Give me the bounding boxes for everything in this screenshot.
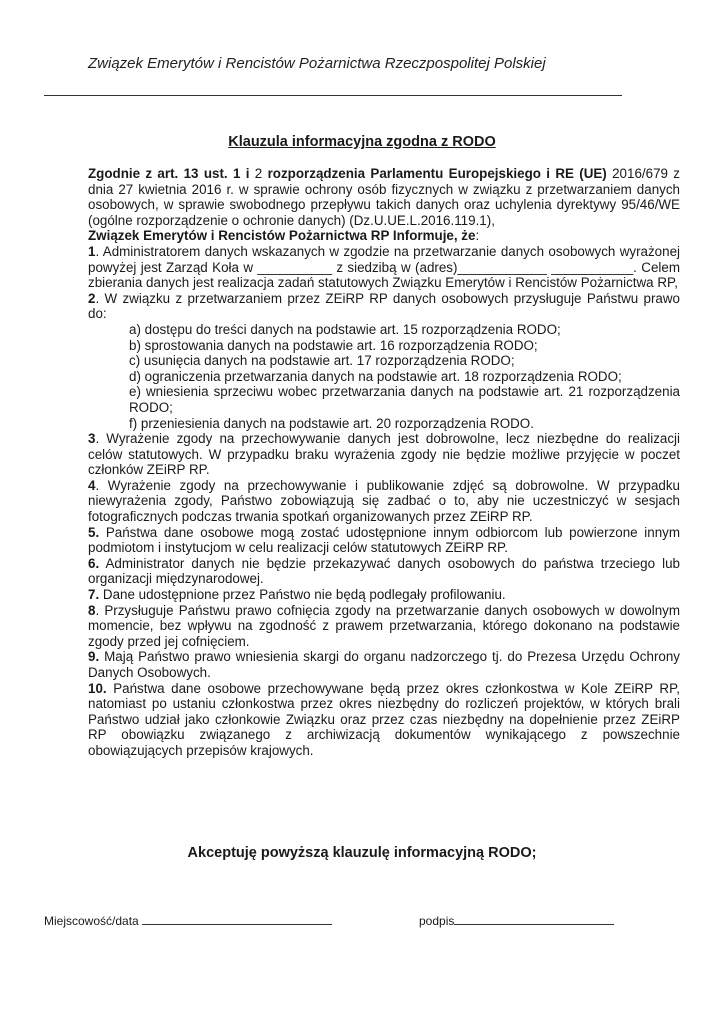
intro-bold-1: Zgodnie z art. 13 ust. 1 i: [88, 166, 250, 181]
informs-bold: Związek Emerytów i Rencistów Pożarnictwa RP Informuje, że: [88, 228, 476, 244]
point-text: . Przysługuje Państwu prawo cofnięcia zgody na przetwarzanie danych osobowych w dowolnym momencie, bez wpływu na zgodność z prawem przetwarzania, którego dokonano na podstawie zgody przed jej cofnięciem.: [88, 602, 680, 649]
right-d: d) ograniczenia przetwarzania danych na podstawie art. 18 rozporządzenia RODO;: [129, 368, 622, 384]
right-a: a) dostępu do treści danych na podstawie art. 15 rozporządzenia RODO;: [129, 321, 561, 337]
intro-bold-2: rozporządzenia Parlamentu Europejskiego i RE (UE): [267, 166, 607, 181]
point-4: [88, 478, 680, 525]
point-number: 6.: [88, 555, 100, 571]
right-c: c) usunięcia danych na podstawie art. 17 rozporządzenia RODO;: [129, 353, 515, 369]
signature-blank[interactable]: [454, 912, 614, 925]
document-body: [88, 166, 680, 759]
intro-plain-2: 2016/679 z dnia 27 kwietnia 2016 r. w sprawie ochrony osób fizycznych w związku z przetwarzaniem danych osobowych, w sprawie swobodnego przepływu takich danych oraz uchylenia dyrektywy 95/46/WE (ogólne rozporządzenie o ochronie danych) (Dz.U.UE.L.2016.119.1),: [88, 166, 680, 228]
point-number: 7.: [88, 587, 100, 603]
point-10: [88, 681, 680, 759]
point-9: [88, 649, 680, 680]
point-number: 3: [88, 431, 96, 447]
point-number: 8: [88, 602, 96, 618]
point-6: [88, 556, 680, 587]
intro-plain-1: 2: [249, 166, 268, 181]
point-text: . Wyrażenie zgody na przechowywanie i publikowanie zdjęć są dobrowolne. W przypadku niewyrażenia zgody, Państwo zobowiązują się zadbać o to, aby nie uczestniczyć w sesjach fotograficznych podczas trwania spotkań organizowanych przez ZEiRP RP.: [88, 477, 680, 525]
place-date-label: Miejscowość/data: [44, 914, 139, 928]
point-number: 4: [88, 477, 96, 493]
signature-field: [419, 912, 614, 928]
accept-statement: Akceptuję powyższą klauzulę informacyjną RODO;: [187, 845, 537, 861]
place-date-blank[interactable]: [142, 912, 332, 925]
point-3: [88, 431, 680, 478]
point-7: [88, 587, 680, 603]
right-e: e) wniesienia sprzeciwu wobec przetwarzania danych na podstawie art. 21 rozporządzenia RODO;: [129, 384, 680, 415]
point-5: [88, 525, 680, 556]
signature-label: podpis: [419, 914, 455, 928]
point-number: 2: [88, 290, 96, 306]
right-f: f) przeniesienia danych na podstawie art. 20 rozporządzenia RODO.: [129, 415, 534, 431]
point-text: . W związku z przetwarzaniem przez ZEiRP RP danych osobowych przysługuje Państwu prawo do:: [88, 290, 680, 322]
informs-tail: :: [475, 228, 480, 244]
intro-paragraph: [88, 166, 680, 228]
point-2: [88, 291, 680, 322]
header-divider: [44, 95, 622, 96]
place-date-field: [44, 912, 332, 928]
point-number: 9.: [88, 649, 100, 665]
point-number: 5.: [88, 524, 100, 540]
org-header: Związek Emerytów i Rencistów Pożarnictwa Rzeczpospolitej Polskiej: [88, 55, 546, 72]
point-text: Mają Państwo prawo wniesienia skargi do organu nadzorczego tj. do Prezesa Urzędu Ochrony Danych Osobowych.: [88, 649, 680, 680]
point-text: Administrator danych nie będzie przekazywać danych osobowych do państwa trzeciego lub organizacji międzynarodowej.: [88, 555, 680, 587]
point-1: [88, 244, 680, 291]
point-text: Państwa dane osobowe przechowywane będą przez okres członkostwa w Kole ZEiRP RP, natomiast po ustaniu członkostwa przez okres niezbędny do rozliczeń projektów, w których brali Państwo udział jako członkowie Związku oraz przez czas niezbędny na dopełnienie przez ZEiRP RP obowiązku związanego z archiwizacją dokumentów wynikającego z powszechnie obowiązujących przepisów krajowych.: [88, 680, 680, 758]
point-number: 10.: [88, 680, 107, 696]
document-title: Klauzula informacyjna zgodna z RODO: [228, 134, 496, 150]
point-text: Dane udostępnione przez Państwo nie będą podlegały profilowaniu.: [99, 587, 506, 603]
point-8: [88, 603, 680, 650]
right-b: b) sprostowania danych na podstawie art. 16 rozporządzenia RODO;: [129, 337, 538, 353]
point-text: Państwa dane osobowe mogą zostać udostępnione innym odbiorcom lub powierzone innym podmiotom i instytucjom w celu realizacji celów statutowych ZEiRP RP.: [88, 524, 680, 556]
point-number: 1: [88, 243, 96, 259]
point-text: . Administratorem danych wskazanych w zgodzie na przetwarzanie danych osobowych wyrażonej powyżej jest Zarząd Koła w __________ z siedzibą w (adres)____________ ___________. Celem zbierania danych jest realizacja zadań statutowych Związku Emerytów i Rencistów Pożarnictwa RP,: [88, 243, 680, 291]
point-text: . Wyrażenie zgody na przechowywanie danych jest dobrowolne, lecz niezbędne do realizacji celów statutowych. W przypadku braku wyrażenia zgody nie będzie możliwe przyjęcie w poczet członków ZEiRP RP.: [88, 431, 680, 478]
informs-line: [88, 228, 680, 244]
